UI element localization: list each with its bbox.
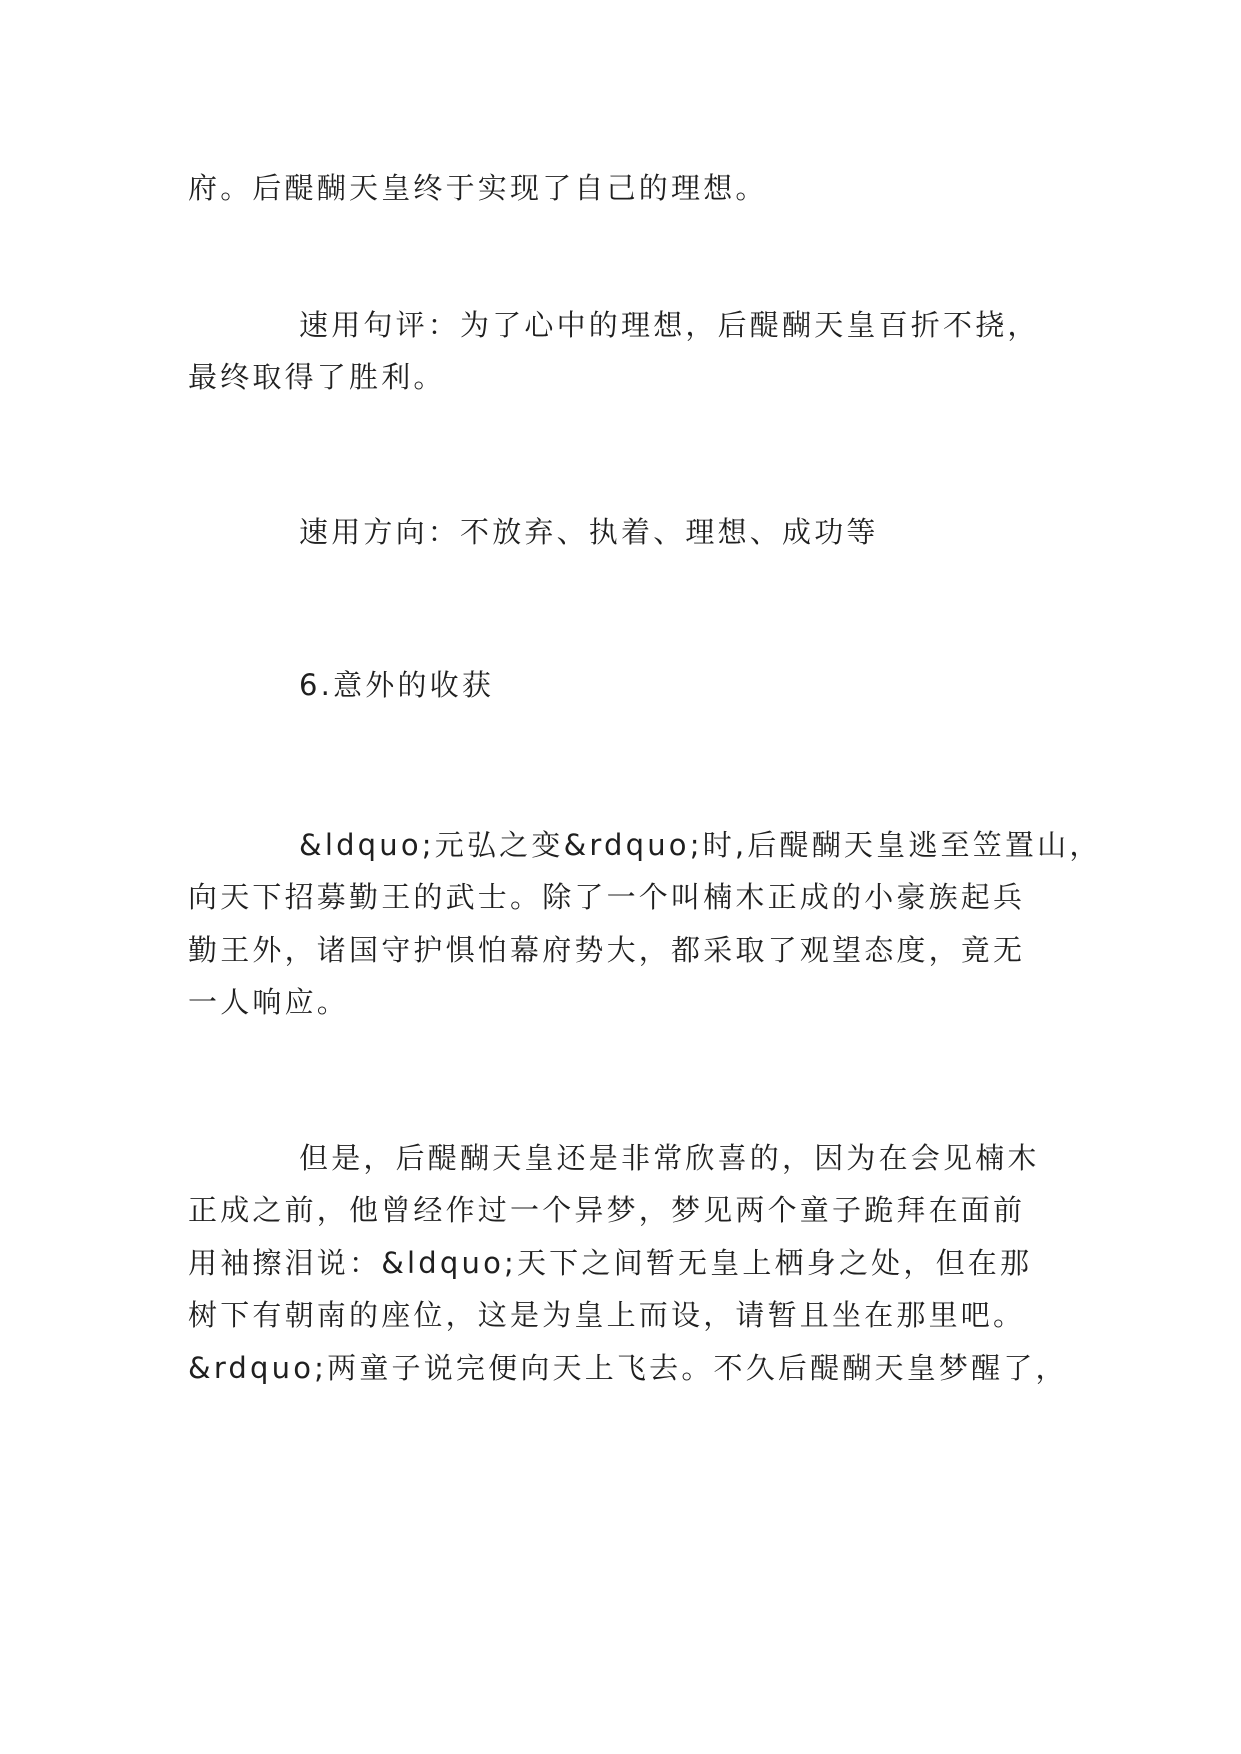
paragraph-line: &rdquo;两童子说完便向天上飞去。不久后醍醐天皇梦醒了， — [188, 1351, 1068, 1385]
paragraph-line: 府。后醍醐天皇终于实现了自己的理想。 — [188, 171, 768, 205]
paragraph-line: 速用方向：不放弃、执着、理想、成功等 — [299, 515, 879, 549]
paragraph-line: 勤王外，诸国守护惧怕幕府势大，都采取了观望态度，竟无 — [188, 933, 1026, 967]
paragraph-line: 但是，后醍醐天皇还是非常欣喜的，因为在会见楠木 — [299, 1141, 1040, 1175]
paragraph-line: &ldquo;元弘之变&rdquo;时,后醍醐天皇逃至笠置山， — [299, 828, 1102, 862]
paragraph-line: 一人响应。 — [188, 985, 350, 1019]
paragraph-line: 速用句评：为了心中的理想，后醍醐天皇百折不挠， — [299, 308, 1040, 342]
section-heading: 6.意外的收获 — [299, 668, 495, 702]
paragraph-line: 最终取得了胜利。 — [188, 360, 446, 394]
paragraph-line: 树下有朝南的座位，这是为皇上而设，请暂且坐在那里吧。 — [188, 1298, 1026, 1332]
paragraph-line: 用袖擦泪说：&ldquo;天下之间暂无皇上栖身之处，但在那 — [188, 1246, 1033, 1280]
paragraph-line: 正成之前，他曾经作过一个异梦，梦见两个童子跪拜在面前 — [188, 1193, 1026, 1227]
paragraph-line: 向天下招募勤王的武士。除了一个叫楠木正成的小豪族起兵 — [188, 880, 1026, 914]
